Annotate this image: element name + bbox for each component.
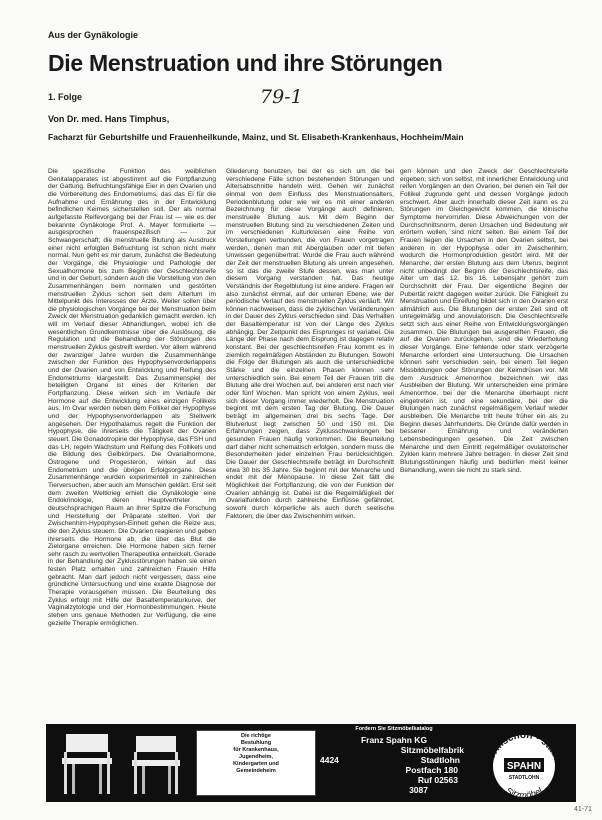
body-column-2: [226, 168, 394, 716]
page-number: 41-71: [574, 806, 592, 813]
ad-box-line: für Krankenhaus,: [233, 747, 279, 753]
ad-phone: 3087: [409, 785, 428, 795]
advertisement: [46, 724, 576, 802]
ad-city: Stadtlohn: [420, 755, 460, 765]
ad-catalog: Fordern Sie Sitzmöbelkatalog: [355, 726, 433, 732]
logo-brand: SPAHN: [506, 761, 542, 772]
section-label: Aus der Gynäkologie: [48, 30, 139, 40]
ad-box-line: Gemeindeheim: [236, 768, 276, 774]
ad-city-row: [320, 755, 468, 765]
spahn-logo: [478, 728, 570, 798]
ad-company: Franz Spahn KG: [360, 735, 428, 745]
affiliation-line: Facharzt für Geburtshilfe und Frauenheilkunde, Mainz, und St. Elisabeth-Krankenhaus, Hochheim/Main: [48, 132, 464, 142]
ad-box-line: Jugendheim,: [239, 754, 273, 760]
ad-box-line: Kindergarten und: [233, 761, 279, 767]
article-title: Die Menstruation und ihre Störungen: [48, 50, 443, 76]
ad-contact: [320, 726, 468, 800]
ad-phone-label: Ruf 02563: [417, 775, 458, 785]
logo-bottom-text: Sitzmöbel: [504, 785, 544, 798]
chair-image: [52, 732, 122, 796]
ad-textbox: [196, 730, 316, 796]
chair-image: [124, 732, 192, 796]
handwritten-note: 79-1: [260, 86, 303, 108]
body-text: Gliederung benutzen, bei der es sich um die bei verschiedene Fälle schon bestehenden Störungen und Altersabschnitte handeln wird. Gehen wir zunächst einmal von dem Einfluss des Menstruationsalters, Periodenblutung oder wie wir es mit einer anderen Bezeichnung für diese Vorgänge auch definieren, menstruelle Blutung aus. Mit dem Beginn der menstruellen Blutung sind zu verschiedenen Zeiten und im verschiedenen Kulturkreisen eine Reihe von Vorstellungen verbunden, die von Frauen vorgetragen werden, denen man mit Aberglauben oder mit tiefen Unwissen gegenübertrat. Wurde die Frau auch während der Zeit der menstruellen Blutung als unrein angesehen, so ist das die zweite Stufe dessen, was man unter diesem Vorgang verstanden hat. Das heutige Verständnis der Regelblutung ist eine andere. Fragen wir also zunächst einmal, auf der unteren Ebene, wie der periodische Verlauf des menstruellen Zyklus verläuft. Wir können nachweisen, dass die zyklischen Veränderungen in der Dauer des Zyklus verschieden sind. Das Verhalten der Basaltemperatur ist von der Länge des Zyklus abhängig. Der Zeitpunkt des Eisprunges ist variabel. Die Länge der Phase nach dem Eisprung ist dagegen relativ konstant. Bei der geschlechtsreifen Frau kommt es in ziemlich regelmäßigen Abständen zu Blutungen. Sowohl die Folge der Blutungen als auch die unterschiedliche Stärke und die einzelnen Phasen können sehr unterschiedlich sein. Bei einem Teil der Frauen tritt die Blutung alle drei Wochen auf, bei anderen erst nach vier oder fünf Wochen. Man spricht von einem Zyklus, weil sich dieser Vorgang immer wiederholt. Die Menstruation beginnt mit dem ersten Tag der Blutung. Die Dauer beträgt im allgemeinen drei bis sechs Tage. Der Blutverlust liegt zwischen 50 und 150 ml. Die Erfahrungen zeigen, dass Zyklusschwankungen bei gesunden Frauen häufig vorkommen. Die Beurteilung darf daher nicht schematisch erfolgen, sondern muss die Besonderheiten jeder einzelnen Frau berücksichtigen. Die Dauer der Geschlechtsreife beträgt im Durchschnitt etwa 30 bis 35 Jahre. Sie beginnt mit der Menarche und endet mit der Menopause. In diese Zeit fällt die Möglichkeit der Fortpflanzung, die von der Funktion der Ovarien abhängig ist. Dabei ist die Regelmäßigkeit der Ovarialfunktion durch zahlreiche Einflüsse gefährdet, sowohl durch körperliche als auch durch seelische Faktoren, die über das Zwischenhirn wirken.: [226, 168, 394, 520]
ad-postbox: Postfach 180: [405, 765, 458, 775]
body-column-1: [48, 168, 216, 716]
body-text: gen können und den Zweck der Geschlechtsreife ergeben, sich von selbst, mit innerlicher Entwicklung und reifen Vorgängen an den Ovarien, bei denen ein Teil der Follikel zugrunde geht und dessen Vorgänge jedoch erschwert. Aber auch innerhalb dieser Zeit kann es zu Störungen im Gleichgewicht kommen, die klinische Symptome hervorrufen. Diese Abweichungen von der Durchschnittsnorm, deren Ursachen und Bedeutung wir erörtern wollen, sind nicht selten. Bei einem Teil der Frauen liegen die Ursachen in den Ovarien selbst, bei anderen in der Hypophyse oder im Zwischenhirn, wodurch die Hormonproduktion gestört wird. Mit der Menarche, der ersten Blutung aus dem Uterus, beginnt nicht unbedingt der Beginn der Geschlechtsreife, das Alter um das 12. bis 16. Lebensjahr gehört zum Durchschnitt der Frau. Der eigentliche Beginn der Pubertät reicht dagegen weiter zurück. Die Fähigkeit zu Menstruation und Eireifung bildet sich in den Ovarien erst allmählich aus. Die Blutungen der ersten Zeit sind oft unregelmäßig und anovulatorisch. Die Geschlechtsreife setzt sich aus einer Reihe von Entwicklungsvorgängen zusammen. Die Blutungen bei ausgereiften Frauen, die auf die Ovarien zurückgehen, sind die Wiederholung dieser Vorgänge. Eine fehlende oder stark verzögerte Menarche erfordert eine Untersuchung. Die Ursachen können sehr verschieden sein, bei einem Teil liegen Missbildungen oder Störungen der Keimdrüsen vor. Mit dem Ausdruck Amenorrhoe bezeichnen wir das Ausbleiben der Blutung. Wir unterscheiden eine primäre Amenorrhoe, bei der die Menarche überhaupt nicht eingetreten ist, und eine sekundäre, bei der die Blutungen nach zunächst regelmäßigem Verlauf wieder ausbleiben. Die Menarche tritt heute früher ein als zu Beginn dieses Jahrhunderts. Die Gründe dafür werden in besserer Ernährung und veränderten Lebensbedingungen gesehen. Die Zeit zwischen Menarche und dem Eintritt regelmäßiger ovulatorischer Zyklen kann mehrere Jahre betragen. In dieser Zeit sind Blutungsstörungen häufig und bedürfen meist keiner Behandlung, wenn sie nicht zu stark sind.: [400, 168, 568, 474]
body-column-3: [400, 168, 568, 716]
ad-box-line: Die richtige: [241, 733, 271, 739]
ad-zip: 4424: [320, 755, 339, 765]
part-label: 1. Folge: [48, 92, 83, 102]
logo-sub: STADTLOHN: [508, 775, 540, 781]
author-line: Von Dr. med. Hans Timphus,: [48, 114, 170, 124]
ad-box-line: Bestuhlung: [240, 740, 272, 746]
ad-factory: Sitzmöbelfabrik: [400, 745, 464, 755]
body-text: Die spezifische Funktion des weiblichen Genitalapparates ist abgestimmt auf die Fortpflanzung der Gattung. Befruchtungsfähige Eier in den Ovarien und die Vorbereitung des Endometriums, das das Ei für die Aufnahme und Ernährung des in der Entwicklung befindlichen Keimes sicherstellen soll. Der als normal aufgefasste Reifevorgang bei der Frau ist — wie es der bekannte Gynäkologe Prof. A. Mayer formulierte — ausgesprochen frauenspezifisch — zur Schwangerschaft; die menstruelle Blutung als Ausdruck einer nicht erfolgten Befruchtung ist schon nicht mehr normal. Nun geht es mir darum, zunächst die Bedeutung der Vorgänge, die Physiologie und Pathologie der Sexualhormone bis zum Beginn der Geschlechtsreife und in der Geburt, sondern auch die Vorstellung von den Zusammenhängen beim normalen und gestörten menstruellen Zyklus schon seit dem Altertum im Mittelpunkt des Interesses der Ärzte. Weiter sollen über die physiologischen Vorgänge bei der Menstruation beim Zweck der Menstruation gedanklich gemacht werden. Ich will im Verlauf dieser Abhandlungen, wobei ich die wesentlichen Grundkenntnisse über die Auslösung, die Regulation und die Behandlung der Störungen des menstruellen Zyklus gestreift werden. Vor allem während der zwanziger Jahre wurden die Zusammenhänge zwischen der Funktion des Hypophysenvorderlappens und der Ovarien und von Entwicklung und Reifung des Endometriums klargestellt. Das Zusammenspiel der beteiligten Organe ist eines der Kriterien der Fortpflanzung. Diese wirken sich im Verlaufe der Hormone auf die Entwicklung eines einzigen Follikels aus. Im Ovar werden neben dem Follikel der Hypophyse und der Hypophysenvorderlappen als Stellwerk angesehen. Der Hypothalamus regelt die Funktion der Hypophyse, die ihrerseits die Tätigkeit der Ovarien steuert. Die Gonadotropine der Hypophyse, das FSH und das LH, regeln Wachstum und Reifung des Follikels und die Bildung des Gelbkörpers. Die Ovarialhormone, Östrogene und Progesteron, wirken auf das Endometrium und die übrigen Erfolgsorgane. Diese Zusammenhänge wurden experimentell in zahlreichen Tierversuchen, aber auch am Menschen geklärt. Erst seit dem zweiten Weltkrieg erhielt die Gynäkologie eine Endokrinologie, deren Hauptvertreter im deutschsprachigen Raum an ihrer Spitze die Forschung und Herstellung der Präparate stellten. Von der Zwischenhirn-Hypophysen-Einheit gehen die Reize aus, die den Zyklus steuern. Die Ovarien reagieren und geben ihrerseits die Hormone ab, die über das Blut die Zielorgane erreichen. Die Hormone haben sich ferner sehr rasch zu wertvollen Therapeutika entwickelt. Gerade in der Behandlung der Zyklusstörungen haben sie einen festen Platz erhalten und zahlreichen Frauen Hilfe gebracht. Man darf jedoch nicht vergessen, dass eine gründliche Untersuchung und eine exakte Diagnose der Therapie vorausgehen müssen. Die Beurteilung des Zyklus erfolgt mit Hilfe der Basaltemperaturkurve, der Vaginalzytologie und der Hormonbestimmungen. Heute stehen uns genaue Methoden zur Verfügung, die eine gezielte Therapie ermöglichen.: [48, 168, 216, 627]
logo-ring-text: formschön • stabil: [484, 729, 564, 765]
